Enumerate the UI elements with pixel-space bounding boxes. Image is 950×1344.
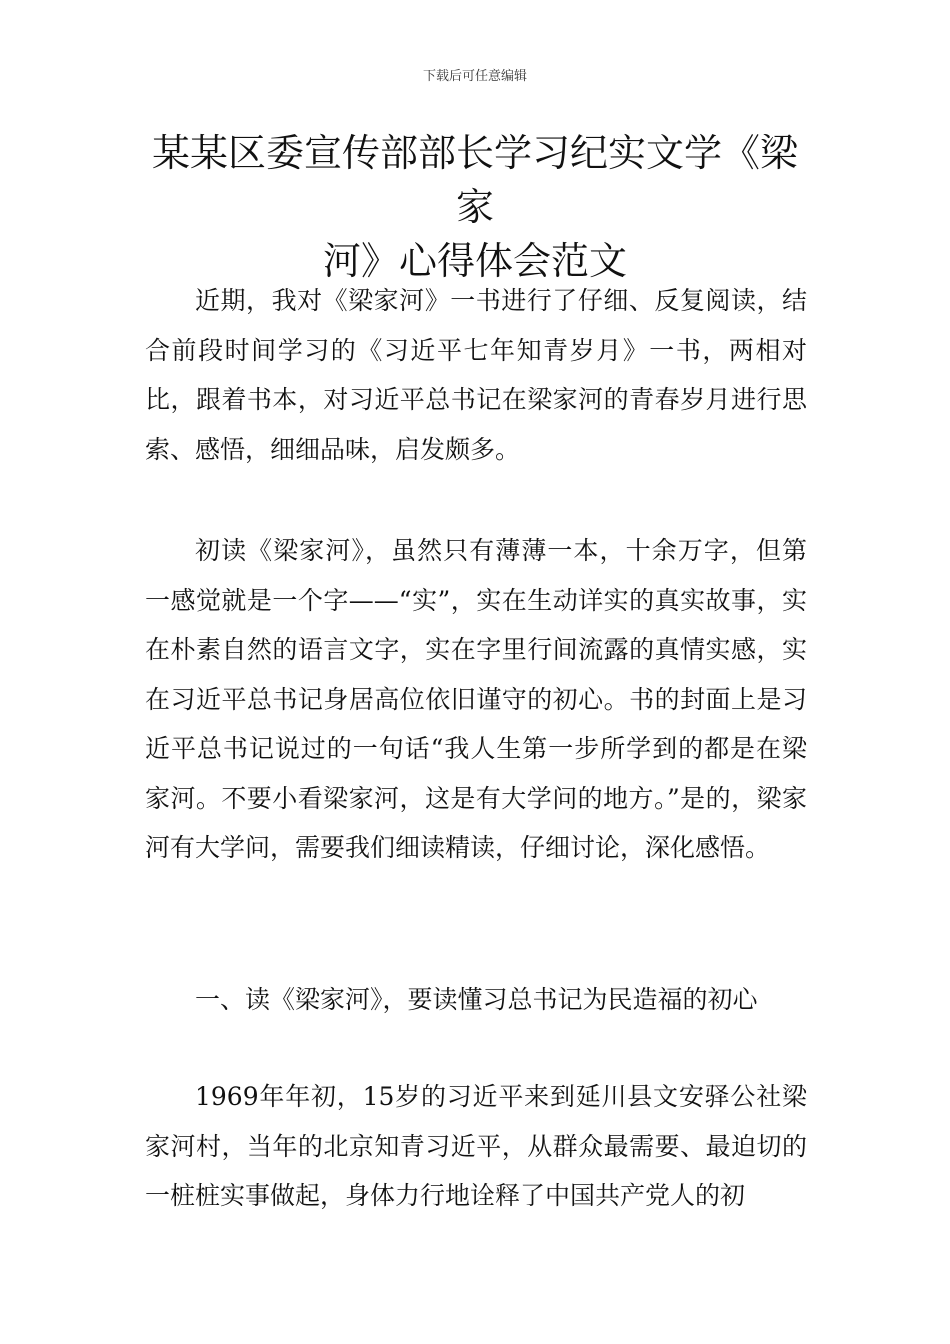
header-note: 下载后可任意编辑 <box>422 69 527 84</box>
paragraph-first-impression: 初读《梁家河》，虽然只有薄薄一本，十余万字，但第一感觉就是一个字——“实”，实在生动详实的真实故事，实在朴素自然的语言文字，实在字里行间流露的真情实感，实在习近平总书记身居高位依旧谨守的初心。书的封面上是习近平总书记说过的一句话“我人生第一步所学到的都是在梁家河。不要小看梁家河，这是有大学问的地方。”是的，梁家河有大学问，需要我们细读精读，仔细讨论，深化感悟。 <box>145 536 807 862</box>
title-line-1: 某某区委宣传部部长学习纪实文学《梁家 <box>151 131 798 229</box>
paragraph-intro: 近期，我对《梁家河》一书进行了仔细、反复阅读，结合前段时间学习的《习近平七年知青岁月》一书，两相对比，跟着书本，对习近平总书记在梁家河的青春岁月进行思索、感悟，细细品味，启发颇多。 <box>145 286 807 464</box>
section-heading-1: 一、读《梁家河》，要读懂习总书记为民造福的初心 <box>195 985 758 1014</box>
document-title <box>145 126 805 288</box>
paragraph-1969: 1969年年初，15岁的习近平来到延川县文安驿公社梁家河村，当年的北京知青习近平，从群众最需要、最迫切的一桩桩实事做起，身体力行地诠释了中国共产党人的初 <box>145 1082 807 1210</box>
title-line-2: 河》心得体会范文 <box>322 239 627 283</box>
